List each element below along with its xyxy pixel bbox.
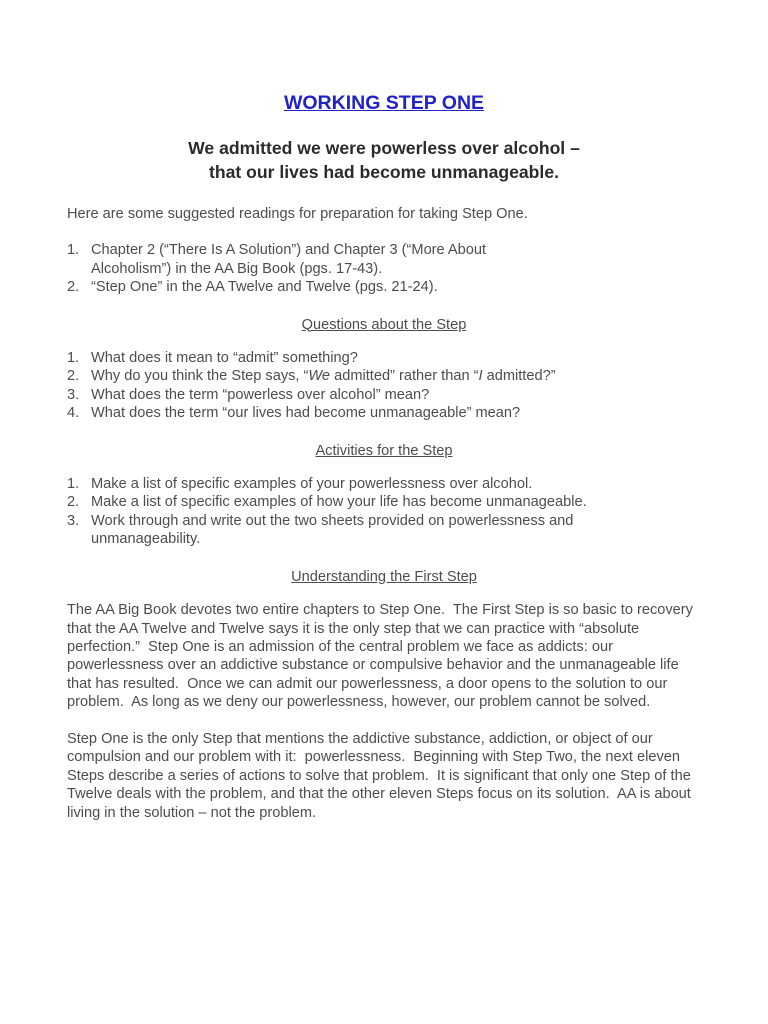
question-text: What does it mean to “admit” something? (91, 350, 358, 367)
understanding-paragraph-2: Step One is the only Step that mentions the addictive substance, addiction, or object of our compulsion and our problem with it: powerlessness. Beginning with Step Two, the next eleven Steps describe a series of actions to solve that problem. It is significant that only one Step of the Twelve deals with the problem, and that the other eleven Steps focus on its solution. AA is about living in the solution – not the problem. (67, 730, 695, 821)
list-number: 2. (67, 368, 80, 385)
text-line: Make a list of specific examples of how your life has become unmanageable. (91, 494, 587, 511)
text-line: Alcoholism”) in the AA Big Book (pgs. 17-43). (91, 260, 383, 277)
list-number: 1. (67, 242, 80, 259)
list-number: 3. (67, 512, 80, 529)
list-number: 4. (67, 405, 80, 422)
text-segment: admitted” rather than “ (330, 368, 479, 385)
reading-text (91, 241, 701, 278)
question-text: What does the term “powerless over alcohol” mean? (91, 386, 430, 403)
text-line: Chapter 2 (“There Is A Solution”) and Chapter 3 (“More About (91, 242, 487, 259)
list-item (67, 404, 701, 422)
text-line: unmanageability. (91, 531, 201, 548)
list-item (67, 493, 701, 511)
section-heading-questions: Questions about the Step (301, 316, 467, 333)
activities-list (67, 475, 701, 549)
list-item (67, 367, 701, 385)
list-item (67, 278, 701, 296)
text-segment: admitted?” (482, 368, 556, 385)
reading-text (91, 278, 701, 296)
list-number: 1. (67, 350, 80, 367)
list-item (67, 386, 701, 404)
list-item (67, 512, 701, 549)
text-line: Work through and write out the two sheets provided on powerlessness and (91, 512, 574, 529)
text-segment: Why do you think the Step says, “ (91, 368, 309, 385)
list-number: 2. (67, 279, 80, 296)
activity-text (91, 475, 701, 493)
step-statement-line-2: that our lives had become unmanageable. (208, 161, 559, 182)
list-item (67, 241, 701, 278)
list-item (67, 349, 701, 367)
section-heading-understanding: Understanding the First Step (291, 568, 477, 585)
italic-segment: I (478, 368, 483, 385)
page-title: WORKING STEP ONE (283, 92, 485, 114)
step-statement-line-1: We admitted we were powerless over alcohol – (188, 138, 580, 158)
step-statement (67, 137, 701, 184)
question-text (91, 367, 701, 385)
intro-paragraph: Here are some suggested readings for preparation for taking Step One. (67, 206, 528, 222)
text-line: “Step One” in the AA Twelve and Twelve (pgs. 21-24). (91, 279, 438, 296)
understanding-paragraph-1: The AA Big Book devotes two entire chapters to Step One. The First Step is so basic to recovery that the AA Twelve and Twelve says it is the only step that we can practice with “absolute perfection.” Step One is an admission of the central problem we face as addicts: our powerlessness over an addictive substance or compulsive behavior and the unmanageable life that has resulted. Once we can admit our powerlessness, a door opens to the solution to our problem. As long as we deny our powerlessness, however, our problem cannot be solved. (67, 602, 698, 711)
questions-list (67, 349, 701, 423)
activity-text (91, 512, 701, 549)
readings-list (67, 241, 701, 296)
question-text: What does the term “our lives had become unmanageable” mean? (91, 405, 521, 422)
list-item (67, 475, 701, 493)
list-number: 3. (67, 386, 80, 403)
list-number: 2. (67, 494, 80, 511)
section-heading-activities: Activities for the Step (315, 442, 453, 459)
list-number: 1. (67, 476, 80, 493)
activity-text (91, 493, 701, 511)
italic-segment: We (308, 368, 331, 385)
text-line: Make a list of specific examples of your powerlessness over alcohol. (91, 476, 533, 493)
